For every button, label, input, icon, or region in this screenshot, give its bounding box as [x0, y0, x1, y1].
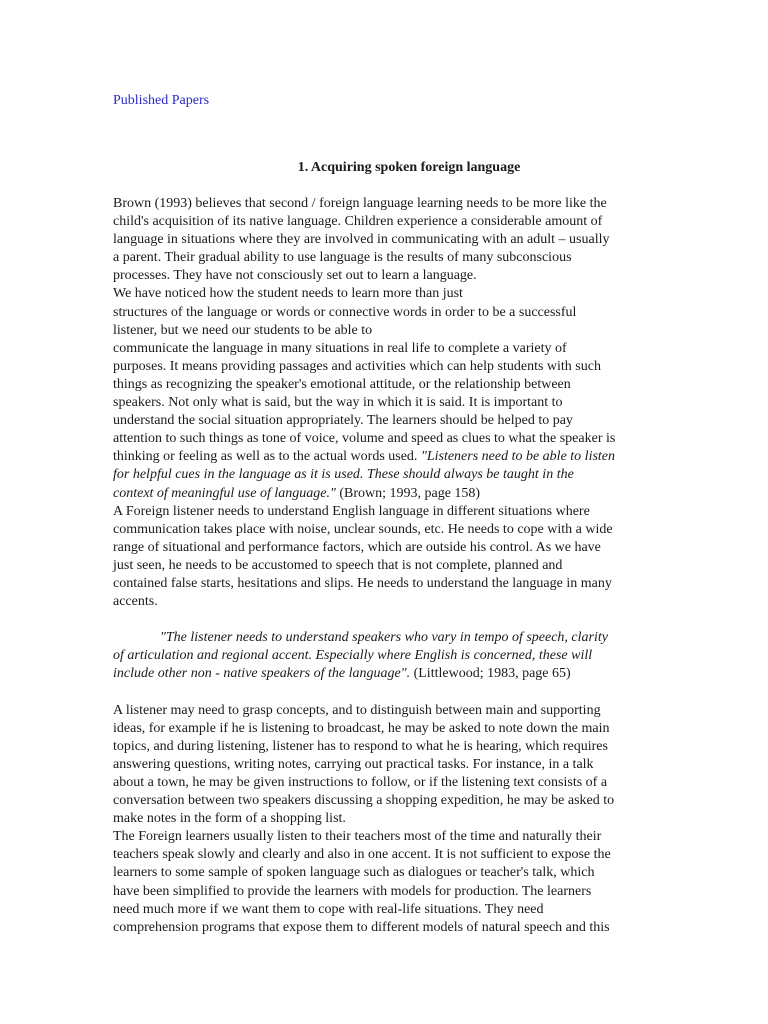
- body-line: A listener may need to grasp concepts, and to distinguish between main and supporting: [113, 702, 601, 718]
- published-papers-link[interactable]: Published Papers: [113, 93, 210, 108]
- body-line: communicate the language in many situations in real life to complete a variety of: [113, 340, 567, 356]
- body-line: language in situations where they are involved in communicating with an adult – usually: [113, 232, 610, 248]
- body-line: range of situational and performance factors, which are outside his control. As we have: [113, 539, 601, 555]
- body-line: about a town, he may be given instructions to follow, or if the listening text consists of a: [113, 775, 608, 790]
- body-line: purposes. It means providing passages and activities which can help students with such: [113, 358, 601, 374]
- body-line: A Foreign listener needs to understand English language in different situations where: [113, 503, 590, 519]
- body-line: The Foreign learners usually listen to their teachers most of the time and naturally their: [113, 829, 602, 845]
- body-line: things as recognizing the speaker's emotional attitude, or the relationship between: [113, 376, 571, 392]
- body-line: ideas, for example if he is listening to broadcast, he may be asked to note down the main: [113, 720, 610, 736]
- body-line: attention to such things as tone of voice, volume and speed as clues to what the speaker is: [113, 431, 616, 447]
- citation: (Brown; 1993, page 158): [335, 485, 481, 501]
- quote-line: [113, 629, 661, 647]
- body-line: comprehension programs that expose them to different models of natural speech and this: [113, 919, 610, 935]
- body-line: contained false starts, hesitations and slips. He needs to understand the language in many: [113, 575, 612, 591]
- body-line: topics, and during listening, listener has to respond to what he is hearing, which requires: [113, 738, 608, 754]
- body-line: structures of the language or words or connective words in order to be a successful: [113, 304, 577, 320]
- quote-text: "Listeners need to be able to listen: [420, 449, 616, 465]
- body-line: a parent. Their gradual ability to use language is the results of many subconscious: [113, 250, 572, 266]
- paragraph-gap: [113, 684, 661, 702]
- body-line: communication takes place with noise, unclear sounds, etc. He needs to cope with a wide: [113, 521, 613, 537]
- body-line: learners to some sample of spoken language such as dialogues or teacher's talk, which: [113, 865, 595, 881]
- body-line: understand the social situation appropriately. The learners should be helped to pay: [113, 413, 573, 429]
- body-line: We have noticed how the student needs to learn more than just: [113, 286, 463, 302]
- quote-text: context of meaningful use of language.": [113, 485, 336, 501]
- body-line: Brown (1993) believes that second / foreign language learning needs to be more like the: [113, 196, 607, 211]
- quote-text: "The listener needs to understand speakers who vary in tempo of speech, clarity: [160, 630, 608, 646]
- quote-line: [113, 485, 661, 503]
- body-line: listener, but we need our students to be able to: [113, 322, 373, 338]
- quote-text: include other non - native speakers of the language".: [113, 666, 411, 682]
- paragraph-gap: [113, 611, 661, 629]
- quote-line: [113, 647, 661, 665]
- body-line: child's acquisition of its native language. Children experience a considerable amount of: [113, 214, 603, 230]
- body-line: need much more if we want them to cope with real-life situations. They need: [113, 901, 544, 917]
- body-line-with-quote: [113, 448, 661, 466]
- body-line: answering questions, writing notes, carrying out practical tasks. For instance, in a talk: [113, 756, 594, 772]
- citation: (Littlewood; 1983, page 65): [410, 666, 571, 682]
- body-line: teachers speak slowly and clearly and also in one accent. It is not sufficient to expose the: [113, 847, 611, 863]
- body-line: speakers. Not only what is said, but the way in which it is said. It is important to: [113, 395, 563, 411]
- quote-text: of articulation and regional accent. Especially where English is concerned, these will: [113, 648, 593, 664]
- body-line: have been simplified to provide the learners with models for production. The learners: [113, 883, 592, 899]
- section-title: 1. Acquiring spoken foreign language: [297, 160, 521, 175]
- body-line: make notes in the form of a shopping list.: [113, 811, 346, 827]
- quote-line: [113, 665, 661, 683]
- body-line: processes. They have not consciously set out to learn a language.: [113, 268, 477, 284]
- article-body: [113, 195, 661, 937]
- body-line: conversation between two speakers discussing a shopping expedition, he may be asked to: [113, 793, 615, 809]
- body-text: thinking or feeling as well as to the actual words used.: [113, 449, 421, 465]
- body-line: just seen, he needs to be accustomed to speech that is not complete, planned and: [113, 557, 563, 573]
- quote-line: [113, 466, 661, 484]
- quote-text: for helpful cues in the language as it is used. These should always be taught in the: [113, 467, 574, 483]
- body-line: accents.: [113, 594, 158, 610]
